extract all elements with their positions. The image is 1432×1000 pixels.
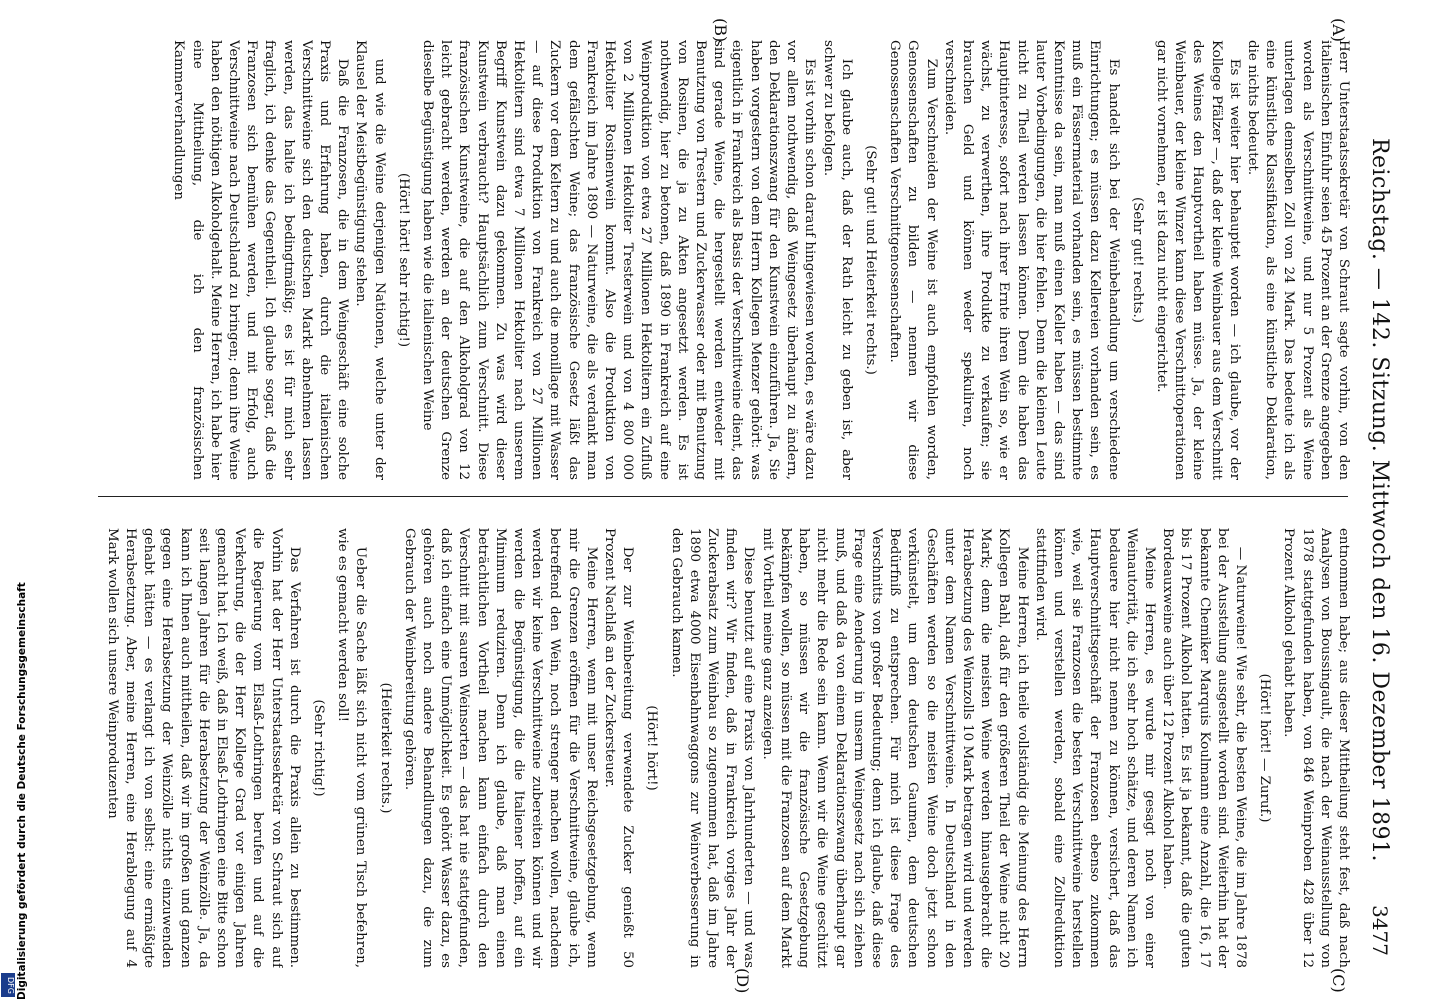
digitization-note <box>2 40 28 1000</box>
paragraph: entnommen habe; aus dieser Mittheilung steht fest, daß nach Analysen von Boussingault, die nach der Weinausstellung von 1878 stattgefunden haben, von 846 Weinproben 428 über 12 Prozent Alkohol gehabt haben. <box>1281 528 1351 968</box>
remark: (Hört! hört! — Zuruf.) <box>1257 673 1273 823</box>
paragraph: Der zur Weinbereitung verwendete Zucker genießt 50 Prozent Nachlaß an der Zuckersteuer. <box>602 528 636 968</box>
paragraph: Es ist weiter hier behauptet worden — ich glaube, vor der Kollege Pfälzer —, daß der kleine Weinbauer aus dem Verschnitt des Weines den Hauptvortheil haben müsse. Ja, der kleine Weinbauer, der kleine Winzer kann diese Verschnittoperationen gar nicht vornehmen, er ist dazu nicht eingerichtet. <box>1153 40 1242 480</box>
remark: (Hört! hört!) <box>644 705 660 791</box>
paragraph: Diese benutzt auf eine Praxis von Jahrhunderten — und was finden wir? Wir finden, daß in Frankreich voriges Jahr der Zuckerabsatz zum Weinbau so zugenommen hat, daß im Jahre 1890 etwa 4000 Eisenbahnwaggons zur Weinverbesserung in den Gebrauch kamen. <box>668 528 757 968</box>
page-header <box>1350 40 1410 960</box>
paragraph: — Naturweine! Wie sehr, die besten Weine, die im Jahre 1878 bei der Ausstellung ausgestellt worden sind. Weiterhin hat der bekannte Chemiker Marquis Koulmann eine Anzahl, die 16, 17 bis 17 Prozent Alkohol hatten. Es ist ja bekannt, daß die guten Bordeauxweine auch über 12 Prozent Alkohol haben. <box>1160 528 1248 968</box>
paragraph: Es ist vorhin schon darauf hingewiesen worden, es wäre dazu vor allem nothwendig, daß Weingesetz überhaupt zu ändern, den Deklarationszwang für den Kunstwein einzuführen. Ja, Sie haben vorgestern von dem Herrn Kollegen Menzer gehört: was eigentlich in Frankreich als Basis der Verschnittweine dient, das sind gerade Weine, die hergestellt werden entweder mit Benutzung von Trestern und Zuckerwasser oder mit Benutzung von Rosinen, die ja zu Akten angesetzt werden. Es ist nothwendig, hier zu betonen, daß 1890 in Frankreich auf eine Weinproduktion von etwa 27 Millionen Hektolitern ein Zufluß von 2 Millionen Hektoliter Tresterwein und von 4 800 000 Hektoliter Rosinenwein kommt. Also die Produktion von Frankreich im Jahre 1890 — Naturweine, die als verdankt man dem gefälschten Weine; das französische Gesetz läßt das Zuckern vor dem Keltern zu und auch die monillage mit Wasser — auf diese Produktion von Frankreich von 27 Millionen Hektolitern sind etwa 7 Millionen Hektoliter nach unserem Begriff Kunstwein dazu gekommen. Zu was wird dieser Kunstwein verbraucht? Hauptsächlich zum Verschnitt. Diese französischen Kunstweine, die auf den Alkoholgrad von 12 leicht gebracht werden, werden an der deutschen Grenze dieselbe Begünstigung haben wie die italienischen Weine <box>420 40 818 480</box>
paragraph: Herr Unterstaatssekretär von Schraut sagte vorhin, von den italienischen Einfuhr seien 45 Prozent an der Grenze angegeben worden als Verschnittweine, und nur 5 Prozent als Weine unterlagen demselben Zoll von 24 Mark. Das bedeute ich als eine künstliche Klassifikation, als eine künstliche Deklaration, die nichts bedeutet. <box>1244 40 1351 480</box>
paragraph: Ich glaube auch, daß der Rath leicht zu geben ist, aber schwer zu befolgen. <box>820 40 854 480</box>
digitization-text: Digitalisierung gefördert durch die Deutsche Forschungsgemeinschaft <box>16 582 28 1000</box>
paragraph: Zum Verschneiden der Weine ist auch empfohlen worden, Genossenschaften zu bilden — nennen wir diese Genossenschaften Verschnittgenossenschaften. <box>887 40 939 480</box>
left-column <box>97 40 1352 480</box>
margin-mark-d: (D) <box>733 968 752 994</box>
paragraph: Das Verfahren ist durch die Praxis allein zu bestimmen. Vorhin hat der Herr Unterstaatssekretär von Schraut sich auf die Regierung vom Elsaß-Lothringen berufen und auf die Verkehrung, die der Herr Kollege Grad vor einigen Jahren gemacht hat. Ich weiß, daß in Elsaß-Lothringen eine Bitte schon seit langen Jahren für die Herabsetzung der Weinzölle. Ja, da kann ich Ihnen auch mittheilen, daß wir im großen und ganzen gegen eine Herabsetzung der Weinzölle nichts einzuwenden gehabt hätten — es verlangt ich von selbst: eine ermäßigte Herabsetzung. Aber, meine Herren, eine Herablegung auf 4 Mark wollen sich unsere Weinproduzenten <box>104 528 302 968</box>
right-column <box>97 528 1352 968</box>
page-number: 3477 <box>1368 905 1392 956</box>
paragraph: Meine Herren, es wurde mir gesagt noch von einer Weinautorität, die ich sehr hoch schätze, und deren Namen ich bedauere hier nicht nennen zu können, versichert, daß das Hauptverschnittsgeschäft der Franzosen ebenso zukommen wie, weil sie Franzosen die besten Verschnittweine herstellen können und verstellen werden, sobald eine Zollreduktion stattfinden wird. <box>1032 528 1157 968</box>
paragraph: Daß die Franzosen, die in dem Weingeschäft eine solche Praxis und Erfahrung haben, durch die italienischen Verschnittweine sich den deutschen Markt abnehmen lassen werden, das halte ich bedingtmäßig; es ist für mich sehr fraglich, ich denke das Gegentheil. Ich glaube sogar, daß die Franzosen sich bemühen werden, und mit Erfolg, auch Verschnittweine nach Deutschland zu bringen; denn ihre Weine haben den nöthigen Alkoholgehalt. Meine Herren, ich habe hier eine Mittheilung, die ich den französischen Kammerverhandlungen <box>171 40 351 480</box>
remark: (Sehr richtig!) <box>311 699 327 797</box>
dfg-logo: DFG <box>1 973 15 997</box>
margin-mark-b: (B) <box>711 18 730 43</box>
remark: (Hört! hört! sehr richtig!) <box>395 172 411 348</box>
margin-mark-a: (A) <box>1329 18 1348 43</box>
paragraph: Meine Herren, wenn mit unser Reichsgesetzgebung, wenn mir die Grenzen eröffnen für die Verschnittweine, glaube ich, betreffend den Wein, noch strenger machen wollen, nachdem werden wir keine Verschnittweine zubereiten können und wir werden die Begünstigung, die die Italiener hoffen, auf ein Minimum reduziren. Denn ich glaube, daß man einen beträchtlichen Vortheil machen kann einfach durch den Verschnitt mit sauren Weinsorten — das hat nie stattgefunden, daß ich einfach eine Unmöglichkeit. Es gehört Wasser dazu, es gehören auch noch andere Behandlungen dazu, die zum Gebrauch der Weinbereitung gehören. <box>401 528 599 968</box>
margin-mark-c: (C) <box>1329 968 1348 993</box>
page-title: Reichstag. — 142. Sitzung. Mittwoch den 16. Dezember 1891. <box>1367 137 1392 863</box>
remark: (Heiterkeit rechts.) <box>377 682 393 814</box>
remark: (Sehr gut! und Heiterkeit rechts.) <box>862 145 878 375</box>
paragraph: Es handelt sich bei der Weinbehandlung um verschiedene Einrichtungen; es müssen dazu Kellereien vorhanden sein, es muß ein Fässermaterial vorhanden sein, es müssen bestimmte Kenntnisse da sein, man muß einen Keller haben — das sind lauter Vorbedingungen, die hier fehlen. Denn die kleinen Leute nicht zu Theil werden lassen können. Denn die haben das Hauptinteresse, sofort nach ihrer Ernte ihren Wein so, wie er wächst, zu verwerthen, ihre Produkte zu verkaufen; sie brauchen Geld und können weder spekuliren, noch verschneiden. <box>941 40 1121 480</box>
column-divider <box>98 496 1348 497</box>
paragraph: Meine Herren, ich theile vollständig die Meinung des Herrn Kollegen Bahl, daß für den größeren Theil der Weine nicht 20 Mark; denn die meisten Weine werden hinausgebracht die Herabsetzung des Weinzolls 10 Mark betragen wird und werden unter dem Namen Verschnittweine. In Deutschland in den Geschäften werden so die meisten Weine doch jetzt schon verkünstelt, um dem deutschen Gaumen, dem deutschen Bedürfniß zu entsprechen. Für mich ist diese Frage des Verschnitts von großer Bedeutung; denn ich glaube, daß diese Frage eine Aenderung in unserm Weingesetz nach sich ziehen muß, und daß da von einem Deklarationszwang überhaupt gar nicht mehr die Rede sein kann. Wenn wir die Weine geschützt haben, so müssen wir die französische Gesetzgebung bekämpfen wollen, so müssen mit die Franzosen auf dem Markt mit Vortheil meine ganz anzeigen. <box>759 528 1030 968</box>
remark: (Sehr gut! rechts.) <box>1129 196 1145 323</box>
paragraph: und wie die Weine derjenigen Nationen, welche unter der Klausel der Meistbegünstigung stehen. <box>353 40 387 480</box>
paragraph: Ueber die Sache läßt sich nicht vom grünen Tisch befehren, wie es gemacht werden soll! <box>335 528 369 968</box>
